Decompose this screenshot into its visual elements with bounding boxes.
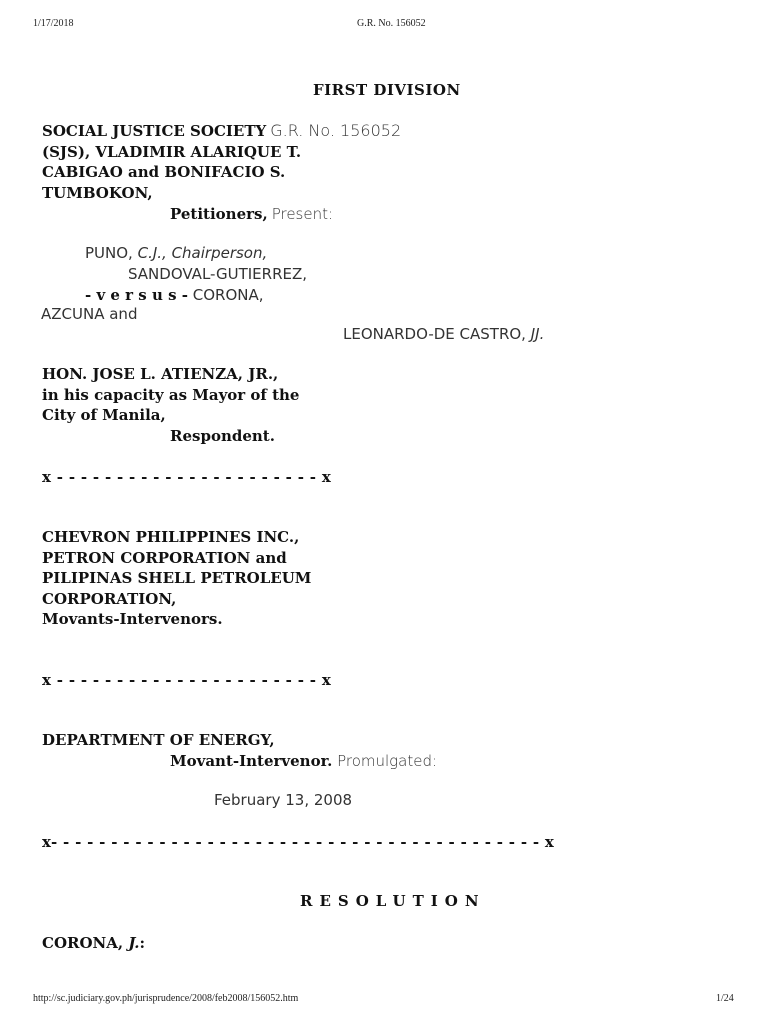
doe-role-line xyxy=(170,751,437,772)
author-name: CORONA, xyxy=(42,934,129,952)
bench-leonardo xyxy=(343,325,544,343)
intervenor-line: CHEVRON PHILIPPINES INC., xyxy=(42,528,300,546)
separator-3: x- - - - - - - - - - - - - - - - - - - - - - - - - - - - - - - - - - - - - - - - - x xyxy=(42,833,555,851)
promulgated-label: Promulgated: xyxy=(332,752,438,770)
petitioner-line: CABIGAO and BONIFACIO S. xyxy=(42,163,286,181)
respondent-role: Respondent. xyxy=(170,427,275,445)
doe-role: Movant-Intervenor. xyxy=(170,752,333,770)
separator-1: x - - - - - - - - - - - - - - - - - - - - - - x xyxy=(42,468,332,486)
versus-line xyxy=(85,285,264,306)
justice-name: PUNO, xyxy=(85,244,138,262)
intervenors-block xyxy=(42,527,311,630)
petitioners-role: Petitioners, xyxy=(170,205,268,223)
petitioners-role-line xyxy=(170,204,333,225)
source-url[interactable]: http://sc.judiciary.gov.ph/jurisprudence/2008/feb2008/156052.htm xyxy=(33,993,299,1004)
justice-name: LEONARDO-DE CASTRO, xyxy=(343,325,531,343)
resolution-heading: RESOLUTION xyxy=(300,892,486,910)
division-heading: FIRST DIVISION xyxy=(313,81,461,99)
intervenor-line: PILIPINAS SHELL PETROLEUM xyxy=(42,569,312,587)
intervenor-line: CORPORATION, xyxy=(42,589,177,608)
versus-label: - v e r s u s - xyxy=(85,286,188,304)
justice-name: CORONA, xyxy=(187,286,264,304)
print-title: G.R. No. 156052 xyxy=(357,18,426,29)
page-number: 1/24 xyxy=(716,993,734,1004)
petitioner-line: (SJS), VLADIMIR ALARIQUE T. xyxy=(42,142,302,161)
intervenor-line: Movants-Intervenors. xyxy=(42,610,223,628)
author-suffix: J. xyxy=(128,934,140,952)
bench-sandoval: SANDOVAL-GUTIERREZ, xyxy=(128,265,308,283)
separator-2: x - - - - - - - - - - - - - - - - - - - - - - x xyxy=(42,671,332,689)
print-date: 1/17/2018 xyxy=(33,18,74,29)
doe-name: DEPARTMENT OF ENERGY, xyxy=(42,731,275,749)
bench-puno xyxy=(85,244,267,262)
petitioner-line: TUMBOKON, xyxy=(42,183,153,202)
respondent-line: HON. JOSE L. ATIENZA, JR., xyxy=(42,365,279,383)
bench-azcuna: AZCUNA and xyxy=(41,305,138,323)
justice-title: JJ. xyxy=(530,325,545,343)
present-label: Present: xyxy=(271,205,334,223)
petitioner-line: SOCIAL JUSTICE SOCIETY xyxy=(42,122,267,140)
intervenor-line: PETRON CORPORATION and xyxy=(42,548,287,567)
promulgation-date: February 13, 2008 xyxy=(214,791,353,809)
case-number: G.R. No. 156052 xyxy=(270,121,402,140)
respondent-line: City of Manila, xyxy=(42,406,166,424)
author-line xyxy=(42,933,145,954)
petitioners-block xyxy=(42,121,401,203)
author-colon: : xyxy=(139,934,146,952)
justice-title: C.J., Chairperson, xyxy=(137,244,268,262)
respondent-block xyxy=(42,364,299,426)
respondent-line: in his capacity as Mayor of the xyxy=(42,385,300,404)
